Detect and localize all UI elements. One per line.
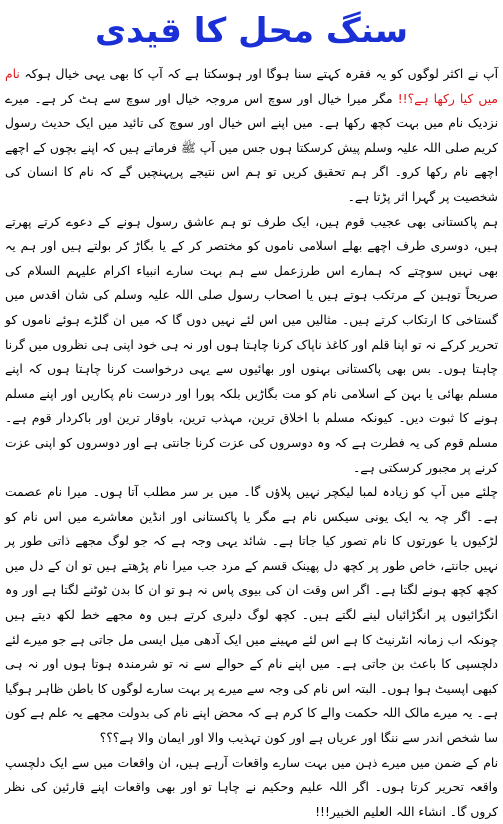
article-title: سنگ محل کا قیدی (94, 11, 409, 51)
paragraph-intro-before: آپ نے اکثر لوگوں کو یہ فقرہ کہتے سنا ہوگا اور ہوسکتا ہے کہ آپ کا بھی یہی خیال ہوکہ (19, 67, 498, 81)
paragraph-intro (5, 62, 498, 210)
highlighted-phrase: نام میں کیا رکھا ہے؟!! (5, 67, 498, 106)
paragraph-my-name: چلئے میں آپ کو زیادہ لمبا لیکچر نہیں پلاؤں گا۔ میں بر سر مطلب آتا ہوں۔ میرا نام عصمت ہے۔ اگر چہ یہ ایک یونی سیکس نام ہے مگر یا پاکستانی اور انڈین معاشرے میں اس نام کو لڑکیوں یا عورتوں کا نام تصور کیا جاتا ہے۔ شائد یہی وجہ ہے کہ جو لوگ مجھے ذاتی طور پر نہیں جانتے، خاص طور پر کچھ دل پھینک قسم کے مرد جب میرا نام پڑھتے ہیں تو ان کے دل میں کچھ کچھ ہونے لگتا ہے۔ اگر اس وقت ان کی بیوی پاس نہ ہو تو ان کا بدن ٹوٹنے لگتا ہے اور وہ انگڑائیوں پر انگڑائیاں لینے لگتے ہیں۔ کچھ لوگ دلیری کرتے ہیں وہ مجھے خط لکھ دیتے ہیں چونکہ اب زمانہ انٹرنیٹ کا ہے اس لئے مہینے میں ایک آدھی میل ایسی مل جاتی ہے جو میرے لئے دلچسپی کا باعث بن جاتی ہے۔ میں اپنے نام کے حوالے سے نہ تو شرمندہ ہوتا ہوں اور نہ ہی کبھی اپسیٹ ہوا ہوں۔ البتہ اس نام کی وجہ سے میرے پر بہت سارے لوگوں کا باطن ظاہر ہوگیا ہے۔ یہ میرے مالک اللہ حکمت والے کا کرم ہے کہ محض اپنے نام کی بدولت مجھے یہ علم ہے کون سا شخص اندر سے ننگا اور عریاں ہے اور کون تہذیب والا اور ایمان والا ہے؟؟؟ (5, 485, 498, 746)
article-body (5, 62, 498, 819)
paragraph-intro-after: مگر میرا خیال اور سوچ اس مروجہ خیال اور سوچ سے ہٹ کر ہے۔ میرے نزدیک نام میں بہت کچھ رکھا ہے۔ میں اپنے اس خیال اور سوچ کی تائید میں ایک حدیث رسول کریم صلی اللہ علیہ وسلم پیش کرسکتا ہوں جس میں آپ ﷺ فرماتے ہیں کہ اپنے بچوں کے اچھے اچھے نام رکھا کرو۔ اگر ہم تحقیق کریں تو ہم اس نتیجے پرپہنچیں گے کہ نام کا انسان کی شخصیت پر گہرا اثر پڑتا ہے۔ (5, 91, 498, 204)
paragraph-closing: نام کے ضمن میں میرے ذہن میں بہت سارے واقعات آرہے ہیں، ان واقعات میں سے ایک دلچسپ واقعہ تحریر کرتا ہوں۔ اگر اللہ علیم وحکیم نے چاہا تو اور بھی واقعات اپنے قارئین کی نظر کروں گا۔ انشاء اللہ العلیم الخبیر!!! (5, 755, 498, 819)
paragraph-pakistani-names: ہم پاکستانی بھی عجیب قوم ہیں، ایک طرف تو ہم عاشق رسول ہونے کے دعوے کرتے پھرتے ہیں، دوسری طرف اچھے بھلے اسلامی ناموں کو مختصر کر کے یا بگاڑ کر بولتے ہیں اور ہم یہ بھی نہیں سوچتے کہ ہمارے اس طرزعمل سے ہم بہت سارے انبیاء اکرام علیہم السلام کی صریحاً توہین کے مرتکب ہوتے ہیں یا اصحاب رسول صلی اللہ علیہ وسلم کی شان اقدس میں گستاخی کا ارتکاب کرتے ہیں۔ مثالیں میں اس لئے نہیں دوں گا کہ میں ان گلڑے ہوئے ناموں کو تحریر کرکے نہ تو اپنا قلم اور کاغذ ناپاک کرنا چاہتا ہوں اور نہ ہی خود اپنی ہی نظروں میں گرنا چاہتا ہوں۔ بس بھی پاکستانی بہنوں اور بھائیوں سے یہی درخواست کرنا چاہتا ہوں کہ اپنے مسلم بھائی یا بہن کے اسلامی نام کو مت بگاڑیں بلکہ پورا اور درست نام پکاریں اور اپنے مسلم ہونے کا ثبوت دیں۔ کیونکہ مسلم با اخلاق ترین، مہذب ترین، باوقار ترین اور باکردار قوم ہے۔ مسلم قوم کی یہ فطرت ہے کہ وہ دوسروں کی عزت کرنا جانتی ہے اور دوسروں کو اپنی عزت کرنے پر مجبور کرسکتی ہے۔ (5, 214, 498, 475)
